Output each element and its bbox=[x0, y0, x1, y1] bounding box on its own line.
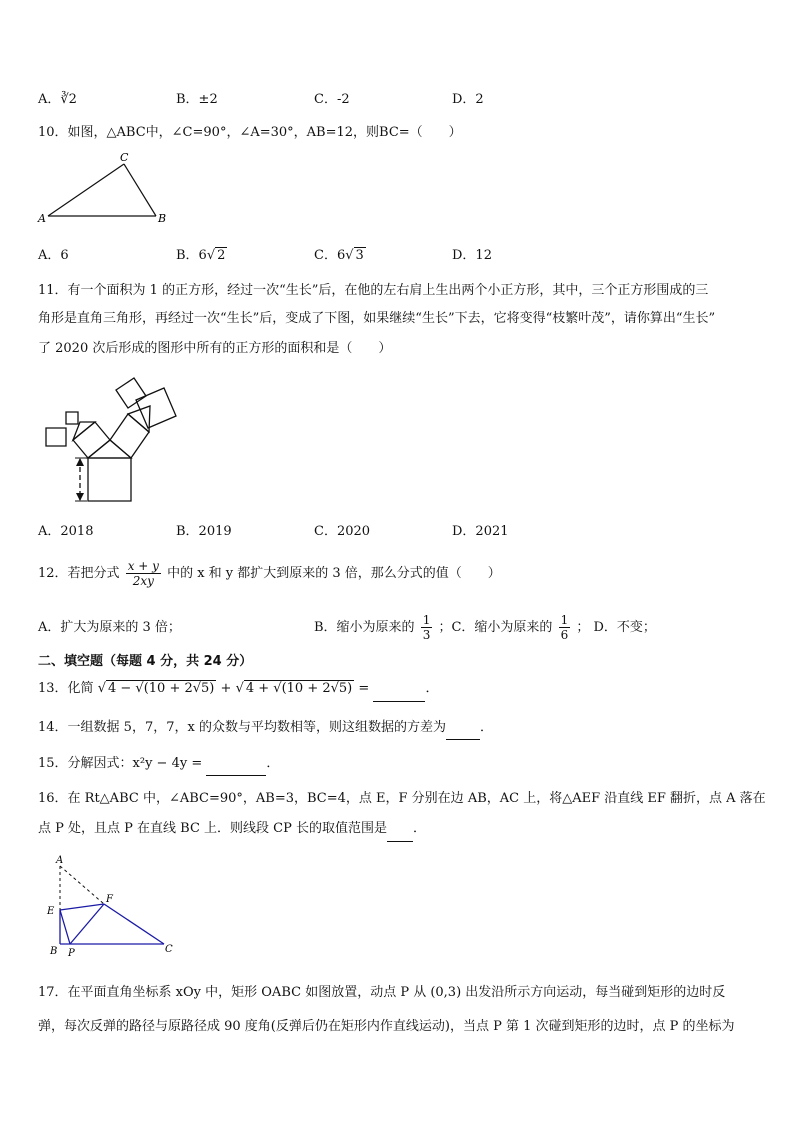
q13-answer-blank[interactable] bbox=[373, 685, 425, 702]
q13-stem: 13．化简 √ 4 − √(10 + 2√5) + √ 4 + √(10 + 2√5) = ． bbox=[38, 676, 438, 702]
q11-line1: 11．有一个面积为 1 的正方形，经过一次“生长”后，在他的左右肩上生出两个小正方形，其中，三个正方形围成的三 bbox=[38, 283, 709, 298]
q12-fraction: $\frac{x + y}{2xy}$ bbox=[127, 559, 159, 588]
q16-segment-fc bbox=[104, 904, 164, 944]
q11-pythagoras-tree-figure bbox=[40, 370, 190, 510]
q13-radical-1: 4 − √(10 + 2√5) bbox=[107, 681, 215, 696]
q11-small-square-rr bbox=[136, 388, 176, 428]
q11-main-square bbox=[88, 458, 131, 501]
q13-radical-2: 4 + √(10 + 2√5) bbox=[245, 681, 353, 696]
q16-label-e: E bbox=[47, 906, 55, 917]
q11-right-square bbox=[110, 414, 149, 458]
q16-label-a: A bbox=[56, 855, 64, 866]
q9-option-c: C．-2 bbox=[314, 92, 350, 107]
q16-triangle-fold-figure bbox=[44, 852, 184, 958]
q10-option-c: C．6√ 3 bbox=[314, 248, 364, 263]
q9-option-a: A．∛2 bbox=[38, 92, 77, 107]
q12-options-bcd: B．缩小为原来的 $\frac{1}{3}$ ；C．缩小为原来的 $\frac{1}{6}$ ； D．不变； bbox=[314, 613, 656, 642]
q16-segment-fp bbox=[70, 904, 104, 944]
q10-label-b: B bbox=[158, 212, 167, 224]
q14-stem: 14．一组数据 5，7，7，x 的众数与平均数相等，则这组数据的方差为 ． bbox=[38, 716, 493, 740]
q11-small-square-lr bbox=[66, 412, 78, 424]
q17-line1: 17．在平面直角坐标系 xOy 中，矩形 OABC 如图放置，动点 P 从 (0,3) 出发沿所示方向运动，每当碰到矩形的边时反 bbox=[38, 985, 726, 1000]
q11-line2: 角形是直角三角形，再经过一次“生长”后，变成了下图，如果继续“生长”下去，它将变得“枝繁叶茂”，请你算出“生长” bbox=[38, 311, 716, 326]
q16-label-b: B bbox=[50, 946, 58, 957]
q10-option-b: B．6√ 2 bbox=[176, 248, 226, 263]
q16-line2: 点 P 处，且点 P 在直线 BC 上．则线段 CP 长的取值范围是 ． bbox=[38, 816, 426, 842]
q16-label-f: F bbox=[106, 894, 113, 905]
q16-label-c: C bbox=[165, 944, 173, 955]
q10-stem: 10．如图，△ABC中，∠C=90°，∠A=30°，AB=12，则BC=（ ） bbox=[38, 125, 462, 140]
q11-small-square-rl bbox=[116, 378, 146, 408]
q15-stem: 15．分解因式：x²y − 4y = ． bbox=[38, 752, 279, 776]
q14-answer-blank[interactable] bbox=[446, 723, 480, 740]
q12-stem: 12．若把分式 $\frac{x + y}{2xy}$ 中的 x 和 y 都扩大到原来的 3 倍，那么分式的值（ ） bbox=[38, 559, 501, 588]
q10-option-d: D．12 bbox=[452, 248, 492, 263]
q9-option-d: D．2 bbox=[452, 92, 484, 107]
q12-option-a: A．扩大为原来的 3 倍； bbox=[38, 620, 181, 635]
q16-label-p: P bbox=[68, 948, 75, 958]
q10-option-a: A．6 bbox=[38, 248, 69, 263]
q11-option-a: A．2018 bbox=[38, 524, 94, 539]
q15-answer-blank[interactable] bbox=[206, 759, 266, 776]
q16-segment-ef bbox=[60, 904, 104, 910]
q10-triangle-figure bbox=[34, 152, 174, 224]
q17-line2: 弹，每次反弹的路径与原路径成 90 度角(反弹后仍在矩形内作直线运动)，当点 P 第 1 次碰到矩形的边时，点 P 的坐标为 bbox=[38, 1019, 735, 1034]
q11-triangle-1 bbox=[88, 440, 131, 458]
q10-side-ac bbox=[48, 164, 124, 216]
q10-label-c: C bbox=[120, 152, 129, 164]
q11-option-b: B．2019 bbox=[176, 524, 232, 539]
q11-line3: 了 2020 次后形成的图形中所有的正方形的面积和是（ ） bbox=[38, 341, 392, 356]
q9-option-b: B．±2 bbox=[176, 92, 218, 107]
q16-segment-ep bbox=[60, 910, 70, 944]
q11-option-c: C．2020 bbox=[314, 524, 371, 539]
q10-label-a: A bbox=[38, 212, 46, 224]
q10-side-cb bbox=[124, 164, 156, 216]
q16-answer-blank[interactable] bbox=[387, 825, 413, 842]
section-title-fill-in: 二、填空题（每题 4 分，共 24 分） bbox=[38, 654, 253, 669]
q16-dashed-af bbox=[60, 866, 104, 904]
q11-option-d: D．2021 bbox=[452, 524, 509, 539]
q11-small-square-ll bbox=[46, 428, 66, 446]
q16-line1: 16．在 Rt△ABC 中，∠ABC=90°，AB=3，BC=4，点 E，F 分别在边 AB，AC 上，将△AEF 沿直线 EF 翻折，点 A 落在 bbox=[38, 791, 766, 806]
